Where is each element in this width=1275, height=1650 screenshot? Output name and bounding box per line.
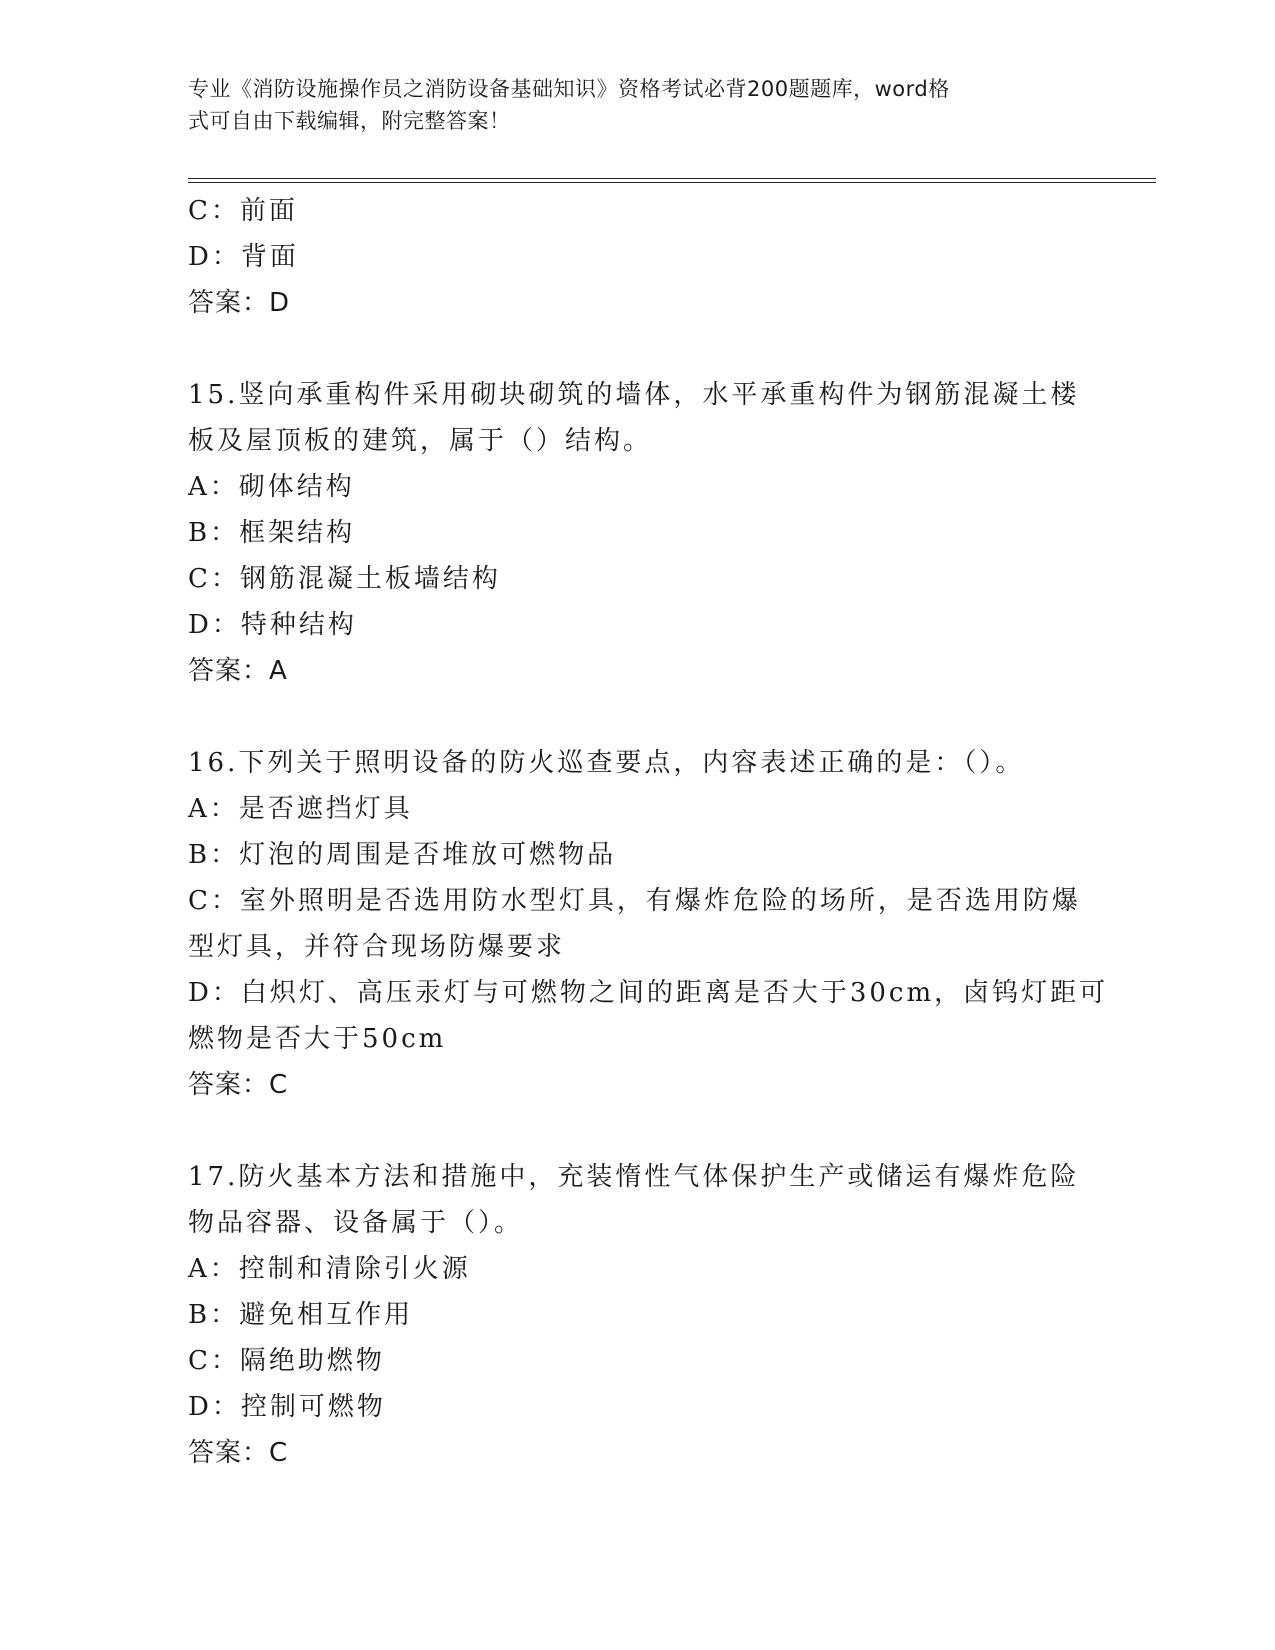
option-d: D：白炽灯、高压汞灯与可燃物之间的距离是否大于30cm，卤钨灯距可 — [188, 978, 1109, 1008]
question-list — [188, 188, 1109, 1476]
answer-line: 答案：D — [188, 288, 291, 318]
question-17 — [188, 1154, 1088, 1476]
question-stem: 17.防火基本方法和措施中，充装惰性气体保护生产或储运有爆炸危险 — [188, 1162, 1080, 1192]
option-c: C：钢筋混凝土板墙结构 — [188, 564, 501, 594]
question-15 — [188, 372, 1088, 694]
option-c: C：室外照明是否选用防水型灯具，有爆炸危险的场所，是否选用防爆 — [188, 886, 1081, 916]
option-d: D：特种结构 — [188, 610, 357, 640]
option-a: A：控制和清除引火源 — [188, 1254, 471, 1284]
question-16 — [188, 740, 1109, 1108]
carryover-question — [188, 188, 1088, 326]
option-d-cont: 燃物是否大于50cm — [188, 1024, 447, 1054]
answer-line: 答案：C — [188, 1438, 289, 1468]
header-line-1: 专业《消防设施操作员之消防设备基础知识》资格考试必背200题题库，word格 — [188, 77, 950, 101]
option-b: B：灯泡的周围是否堆放可燃物品 — [188, 840, 617, 870]
option-c-cont: 型灯具，并符合现场防爆要求 — [188, 932, 566, 962]
option-c: C：前面 — [188, 196, 298, 226]
option-c: C：隔绝助燃物 — [188, 1346, 385, 1376]
option-a: A：是否遮挡灯具 — [188, 794, 413, 824]
document-header — [188, 73, 1068, 137]
option-d: D：控制可燃物 — [188, 1392, 386, 1422]
question-stem: 15.竖向承重构件采用砌块砌筑的墙体，水平承重构件为钢筋混凝土楼 — [188, 380, 1080, 410]
header-line-2: 式可自由下载编辑，附完整答案！ — [188, 109, 511, 133]
option-a: A：砌体结构 — [188, 472, 355, 502]
question-stem: 物品容器、设备属于（）。 — [188, 1208, 524, 1238]
option-d: D：背面 — [188, 242, 299, 272]
answer-line: 答案：A — [188, 656, 288, 686]
question-stem: 16.下列关于照明设备的防火巡查要点，内容表述正确的是：（）。 — [188, 748, 1025, 778]
option-b: B：框架结构 — [188, 518, 356, 548]
option-b: B：避免相互作用 — [188, 1300, 414, 1330]
question-stem: 板及屋顶板的建筑，属于（）结构。 — [188, 426, 653, 456]
header-divider — [188, 178, 1156, 183]
answer-line: 答案：C — [188, 1070, 289, 1100]
